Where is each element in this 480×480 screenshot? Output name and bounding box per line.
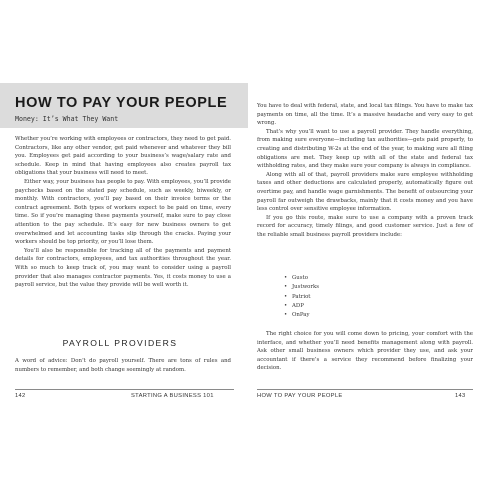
right-page — [240, 0, 480, 480]
left-section-paragraph: A word of advice: Don’t do payroll yourself. There are tons of rules and numbers to remember, and both change seemingly at random. — [15, 358, 231, 373]
right-page-number: 143 — [455, 393, 466, 399]
chapter-title: HOW TO PAY YOUR PEOPLE — [15, 95, 228, 111]
chapter-subtitle: Money: It’s What They Want — [15, 115, 119, 123]
left-page-number: 142 — [15, 393, 26, 399]
left-paragraph-2: Either way, your business has people to pay. With employees, you’ll provide paychecks based on the stated pay schedule, such as weekly, biweekly, or monthly. With contractors, you’ll pay based on their invoice terms or the contract agreement. Both types of workers expect to be paid on time, every time. So if you’re managing these payments yourself, make sure to pay close attention to the pay schedule. It’s easy for new business owners to get overwhelmed and let accounting tasks slip through the cracks. Paying your workers should be top priority, or you’ll lose them. — [15, 178, 231, 246]
section-heading: PAYROLL PROVIDERS — [62, 338, 178, 348]
right-paragraph-3: Along with all of that, payroll providers make sure employee withholding taxes and other deductions are calculated properly, automatically figure out overtime pay, and handle wage garnishments. The benefit of outsourcing your payroll far outweigh the drawbacks, mainly that it costs money and you have less control over sensitive employee information. — [257, 171, 473, 213]
left-body-text — [15, 135, 231, 290]
list-item: • Patriot — [284, 293, 319, 302]
right-running-footer: HOW TO PAY YOUR PEOPLE — [257, 393, 343, 399]
right-body-text — [257, 102, 473, 240]
list-item: • Justworks — [284, 283, 319, 292]
provider-list — [284, 274, 319, 320]
list-item: • OnPay — [284, 311, 319, 320]
right-paragraph-4: If you go this route, make sure to use a company with a proven track record for accuracy, timely filings, and good customer service. Just a few of the reliable small business payroll providers include: — [257, 214, 473, 238]
right-closing-paragraph: The right choice for you will come down to pricing, your comfort with the interface, and whether you’ll need benefits management along with payroll. Ask other small business owners which provider they use, and ask your accountant if there’s a service they recommend before finalizing your decision. — [257, 331, 473, 372]
right-paragraph-2: That’s why you’ll want to use a payroll provider. They handle everything, from making sure everyone—including tax authorities—gets paid properly, to creating and distributing W-2s at the end of the year, to making sure all filing obligations are met. They keep up with all of the state and federal tax withholding rates, and they make sure your company is always in compliance. — [257, 128, 473, 170]
left-footer-rule — [15, 389, 234, 390]
list-item: • ADP — [284, 302, 319, 311]
right-paragraph-1: You have to deal with federal, state, and local tax filings. You have to make tax payments on time, all the time. It’s a massive headache and very easy to get wrong. — [257, 103, 473, 127]
left-paragraph-3: You’ll also be responsible for tracking all of the payments and payment details for contractors, employees, and tax authorities throughout the year. With so much to keep track of, you may want to consider using a payroll provider that also manages contractor payments. Yes, it costs money to use a payroll service, but the value they provide will be well worth it. — [15, 247, 231, 289]
left-running-footer: STARTING A BUSINESS 101 — [131, 393, 214, 399]
right-footer-rule — [257, 389, 473, 390]
list-item: • Gusto — [284, 274, 319, 283]
left-section-text — [15, 357, 231, 374]
right-closing-text — [257, 330, 473, 373]
left-paragraph-1: Whether you’re working with employees or contractors, they need to get paid. Contractors, like any other vendor, get paid whenever and whatever they bill you. Employees get paid according to your business’s wage/salary rate and schedule. Keep in mind that having employees also creates payroll tax obligations that your business will need to meet. — [15, 136, 231, 177]
